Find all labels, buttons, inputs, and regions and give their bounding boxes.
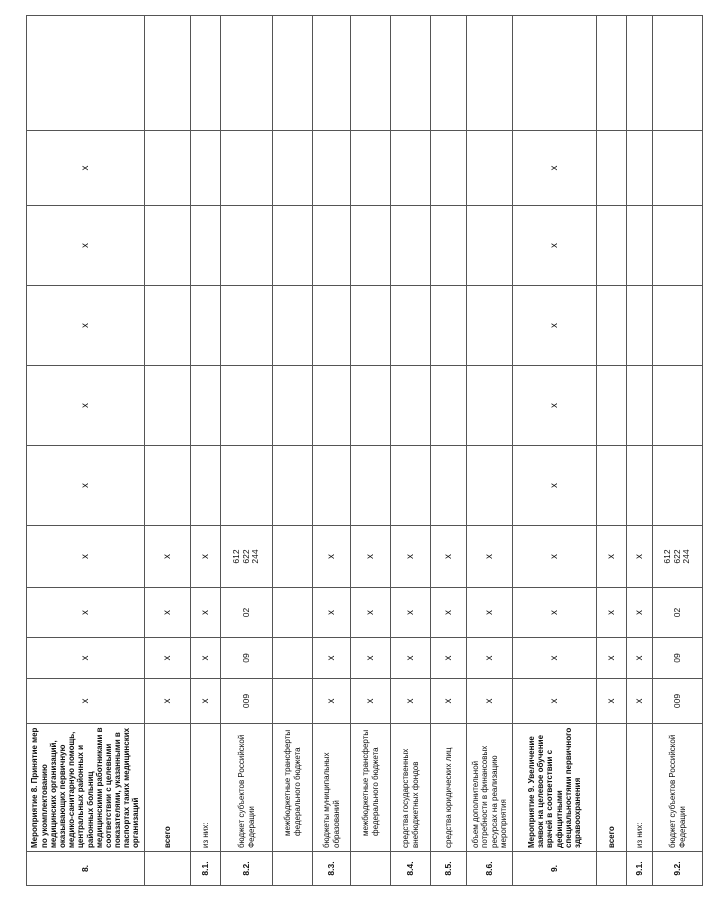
value-cell: х <box>627 638 653 679</box>
value-cell <box>273 286 313 366</box>
value-cell: х <box>145 526 191 588</box>
value-cell <box>513 16 597 131</box>
value-cell: х <box>27 206 145 286</box>
value-cell: х <box>597 638 627 679</box>
value-cell: х <box>27 131 145 206</box>
value-cell <box>653 286 703 366</box>
value-cell <box>627 286 653 366</box>
value-cell <box>145 16 191 131</box>
value-cell: х <box>391 638 431 679</box>
row-number: 8.3. <box>313 852 351 886</box>
row-number <box>597 852 627 886</box>
row-number: 9. <box>513 852 597 886</box>
value-cell: х <box>597 679 627 724</box>
value-cell <box>391 206 431 286</box>
value-cell: х <box>145 679 191 724</box>
value-cell <box>145 366 191 446</box>
value-cell: 02 <box>221 588 273 638</box>
value-cell: х <box>351 526 391 588</box>
row-label: объем дополнительной потребности в финансовых ресурсах на реализацию мероприятия <box>467 724 513 852</box>
value-cell: х <box>431 679 467 724</box>
row-label: бюджеты муниципальных образований <box>313 724 351 852</box>
code-line: 612 <box>661 549 672 564</box>
value-cell: х <box>351 588 391 638</box>
value-cell: х <box>597 588 627 638</box>
value-cell <box>221 526 273 588</box>
value-cell <box>627 131 653 206</box>
value-cell: х <box>313 526 351 588</box>
table-row <box>27 16 145 886</box>
value-cell <box>431 206 467 286</box>
value-cell <box>273 588 313 638</box>
value-cell: х <box>513 131 597 206</box>
value-cell <box>467 16 513 131</box>
value-cell <box>627 206 653 286</box>
table-row <box>221 16 273 886</box>
row-label-text: межбюджетные трансферты федерального бюджета <box>361 729 380 836</box>
value-cell <box>273 131 313 206</box>
value-cell: х <box>313 638 351 679</box>
value-cell: х <box>513 286 597 366</box>
value-cell <box>653 131 703 206</box>
value-cell <box>313 366 351 446</box>
value-cell <box>597 446 627 526</box>
value-cell <box>145 286 191 366</box>
row-label <box>351 724 391 852</box>
value-cell <box>351 286 391 366</box>
table-row <box>273 16 313 886</box>
value-cell <box>597 16 627 131</box>
code-line: 622 <box>671 549 682 564</box>
value-cell <box>653 446 703 526</box>
value-cell <box>431 366 467 446</box>
value-cell <box>191 366 221 446</box>
row-number <box>351 852 391 886</box>
row-number <box>145 852 191 886</box>
value-cell <box>191 206 221 286</box>
value-cell <box>351 446 391 526</box>
table-row <box>431 16 467 886</box>
row-number: 8.2. <box>221 852 273 886</box>
table-row <box>653 16 703 886</box>
value-cell <box>221 446 273 526</box>
value-cell <box>431 446 467 526</box>
value-cell <box>273 446 313 526</box>
value-cell <box>221 286 273 366</box>
code-line: 622 <box>240 549 251 564</box>
value-cell: 09 <box>653 638 703 679</box>
row-label: средства юридических лиц <box>431 724 467 852</box>
code-line: 244 <box>681 549 692 564</box>
value-cell: х <box>513 588 597 638</box>
value-cell <box>391 131 431 206</box>
value-cell <box>351 131 391 206</box>
value-cell: х <box>27 638 145 679</box>
value-cell <box>273 679 313 724</box>
value-cell: х <box>27 588 145 638</box>
value-cell <box>391 16 431 131</box>
value-cell <box>391 446 431 526</box>
value-cell: 009 <box>221 679 273 724</box>
code-line: 612 <box>230 549 241 564</box>
value-cell: х <box>27 286 145 366</box>
value-cell <box>431 16 467 131</box>
row-number: 8.1. <box>191 852 221 886</box>
value-cell <box>597 206 627 286</box>
value-cell <box>313 16 351 131</box>
value-cell: х <box>191 679 221 724</box>
value-cell: х <box>513 679 597 724</box>
value-cell <box>221 366 273 446</box>
row-label <box>273 724 313 852</box>
value-cell: х <box>351 679 391 724</box>
value-cell: х <box>627 526 653 588</box>
value-cell <box>191 286 221 366</box>
value-cell: х <box>313 679 351 724</box>
value-cell <box>313 286 351 366</box>
value-cell: х <box>513 366 597 446</box>
value-cell: 02 <box>653 588 703 638</box>
value-cell <box>627 366 653 446</box>
value-cell: х <box>467 679 513 724</box>
value-cell <box>391 366 431 446</box>
value-cell <box>351 366 391 446</box>
row-label: бюджет субъектов Российской Федерации <box>653 724 703 852</box>
row-label-text: межбюджетные трансферты федерального бюджета <box>283 729 302 836</box>
value-cell: х <box>431 526 467 588</box>
value-cell <box>221 206 273 286</box>
value-cell <box>597 286 627 366</box>
value-cell: х <box>467 638 513 679</box>
table-row <box>145 16 191 886</box>
row-number: 8. <box>27 852 145 886</box>
value-cell <box>627 446 653 526</box>
value-cell <box>431 131 467 206</box>
value-cell <box>467 446 513 526</box>
row-label: бюджет субъектов Российской Федерации <box>221 724 273 852</box>
value-cell: х <box>351 638 391 679</box>
value-cell <box>273 638 313 679</box>
value-cell <box>467 366 513 446</box>
row-number: 8.6. <box>467 852 513 886</box>
row-label: из них: <box>627 724 653 852</box>
row-number <box>273 852 313 886</box>
value-cell <box>313 446 351 526</box>
value-cell: 009 <box>653 679 703 724</box>
value-cell: х <box>27 446 145 526</box>
value-cell <box>145 446 191 526</box>
value-cell <box>145 131 191 206</box>
value-cell: х <box>145 638 191 679</box>
value-cell <box>351 16 391 131</box>
value-cell <box>351 206 391 286</box>
value-cell: х <box>191 526 221 588</box>
row-label: из них: <box>191 724 221 852</box>
value-cell <box>467 286 513 366</box>
value-cell <box>467 206 513 286</box>
value-cell: х <box>391 588 431 638</box>
value-cell: х <box>145 588 191 638</box>
row-label: Мероприятие 9. Увеличение заявок на целевое обучение врачей в соответствии с дефицитными специальностями первичного здравоохранения <box>513 724 597 852</box>
value-cell: х <box>27 366 145 446</box>
value-cell: х <box>313 588 351 638</box>
table-row <box>597 16 627 886</box>
value-cell: х <box>27 526 145 588</box>
value-cell <box>273 366 313 446</box>
code-line: 244 <box>250 549 261 564</box>
value-cell: х <box>627 588 653 638</box>
value-cell <box>653 16 703 131</box>
row-label: средства государственных внебюджетных фондов <box>391 724 431 852</box>
table-row <box>467 16 513 886</box>
value-cell: х <box>191 588 221 638</box>
value-cell: х <box>391 526 431 588</box>
table-row <box>513 16 597 886</box>
value-cell <box>653 366 703 446</box>
value-cell <box>391 286 431 366</box>
value-cell: 09 <box>221 638 273 679</box>
value-cell <box>313 206 351 286</box>
value-cell <box>597 131 627 206</box>
budget-table <box>26 15 703 886</box>
table-row <box>351 16 391 886</box>
value-cell: х <box>191 638 221 679</box>
rotated-page <box>26 16 692 886</box>
value-cell: х <box>513 638 597 679</box>
value-cell <box>221 131 273 206</box>
value-cell: х <box>513 446 597 526</box>
value-cell: х <box>627 679 653 724</box>
row-number: 8.5. <box>431 852 467 886</box>
value-cell: х <box>513 206 597 286</box>
value-cell: х <box>27 679 145 724</box>
value-cell <box>191 446 221 526</box>
value-cell <box>273 206 313 286</box>
value-cell <box>191 131 221 206</box>
row-number: 8.4. <box>391 852 431 886</box>
value-cell: х <box>467 526 513 588</box>
row-label: всего <box>145 724 191 852</box>
value-cell <box>273 16 313 131</box>
value-cell <box>627 16 653 131</box>
value-cell <box>273 526 313 588</box>
row-label: Мероприятие 8. Принятие мер по укомплектованию медицинских организаций, оказывающих первичную медико-санитарную помощь, центральных районных и районных больниц медицинскими работниками в соответствии с целевыми показателями, указанными в паспортах таких медицинских организаций <box>27 724 145 852</box>
row-label: всего <box>597 724 627 852</box>
value-cell <box>653 526 703 588</box>
value-cell <box>27 16 145 131</box>
value-cell: х <box>597 526 627 588</box>
row-number: 9.1. <box>627 852 653 886</box>
value-cell <box>221 16 273 131</box>
value-cell <box>653 206 703 286</box>
value-cell: х <box>391 679 431 724</box>
value-cell <box>597 366 627 446</box>
value-cell: х <box>467 588 513 638</box>
value-cell: х <box>431 638 467 679</box>
table-row <box>313 16 351 886</box>
table-row <box>627 16 653 886</box>
value-cell <box>145 206 191 286</box>
table-row <box>391 16 431 886</box>
table-row <box>191 16 221 886</box>
value-cell <box>313 131 351 206</box>
value-cell <box>431 286 467 366</box>
value-cell: х <box>431 588 467 638</box>
value-cell <box>467 131 513 206</box>
row-number: 9.2. <box>653 852 703 886</box>
value-cell: х <box>513 526 597 588</box>
value-cell <box>191 16 221 131</box>
